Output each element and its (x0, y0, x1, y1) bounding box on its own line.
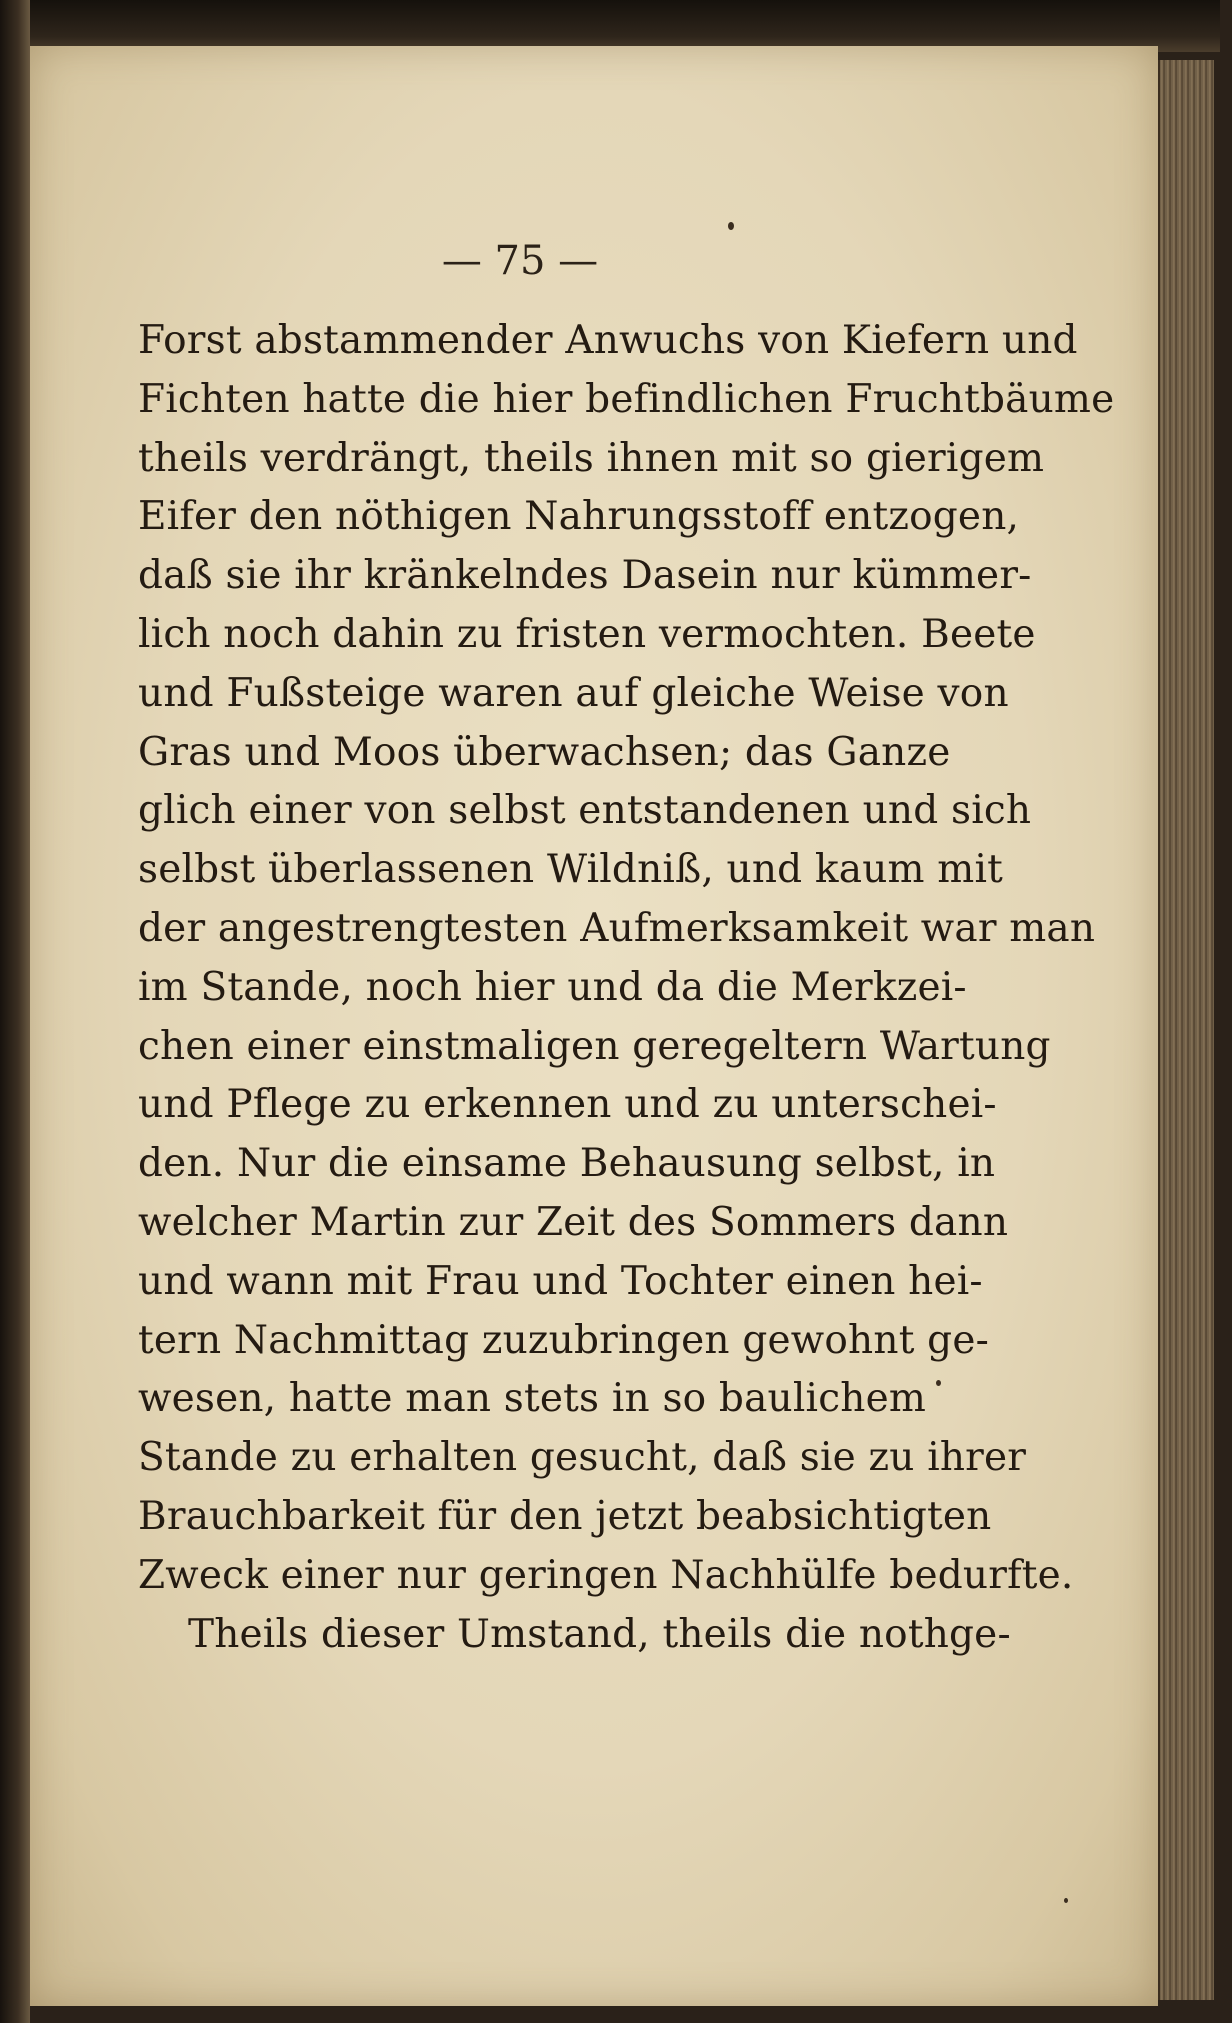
text-line: Eifer den nöthigen Nahrungsstoff entzogen, (138, 494, 1020, 540)
text-line: Brauchbarkeit für den jetzt beabsichtigten (138, 1493, 992, 1539)
paper-speck (728, 222, 734, 230)
paper-speck (936, 1380, 941, 1386)
text-line: theils verdrängt, theils ihnen mit so gierigem (138, 435, 1045, 481)
text-line: und wann mit Frau und Tochter einen hei- (138, 1258, 983, 1304)
page-edges (1158, 60, 1214, 2000)
text-line: chen einer einstmaligen geregeltern Wartung (138, 1023, 1051, 1069)
page-number: — 75 — (441, 238, 599, 284)
text-line: Stande zu erhalten gesucht, daß sie zu ihrer (138, 1435, 1027, 1481)
text-line: und Pflege zu erkennen und zu unterschei- (138, 1082, 997, 1128)
text-line: daß sie ihr kränkelndes Dasein nur kümmer- (138, 553, 1032, 599)
text-line: Fichten hatte die hier befindlichen Fruchtbäume (138, 376, 1115, 422)
text-line: wesen, hatte man stets in so baulichem (138, 1376, 927, 1422)
text-line: glich einer von selbst entstandenen und sich (138, 788, 1032, 834)
text-line: und Fußsteige waren auf gleiche Weise von (138, 670, 1009, 716)
text-line: der angestrengtesten Aufmerksamkeit war man (138, 905, 1096, 951)
text-line: Zweck einer nur geringen Nachhülfe bedurfte. (138, 1552, 1074, 1598)
body-text (138, 312, 1115, 1664)
text-line: tern Nachmittag zuzubringen gewohnt ge- (138, 1317, 989, 1363)
text-line: Theils dieser Umstand, theils die nothge- (188, 1611, 1011, 1657)
text-line: lich noch dahin zu fristen vermochten. Beete (138, 611, 1036, 657)
text-line: welcher Martin zur Zeit des Sommers dann (138, 1199, 1009, 1245)
text-line: im Stande, noch hier und da die Merkzei- (138, 964, 967, 1010)
top-shadow (30, 0, 1220, 52)
text-line: selbst überlassenen Wildniß, und kaum mit (138, 847, 1004, 893)
text-line: Forst abstammender Anwuchs von Kiefern und (138, 318, 1078, 363)
text-line: Gras und Moos überwachsen; das Ganze (138, 729, 951, 775)
text-line: den. Nur die einsame Behausung selbst, in (138, 1141, 996, 1187)
paper-speck (1064, 1898, 1068, 1903)
book-binding (0, 0, 30, 2023)
